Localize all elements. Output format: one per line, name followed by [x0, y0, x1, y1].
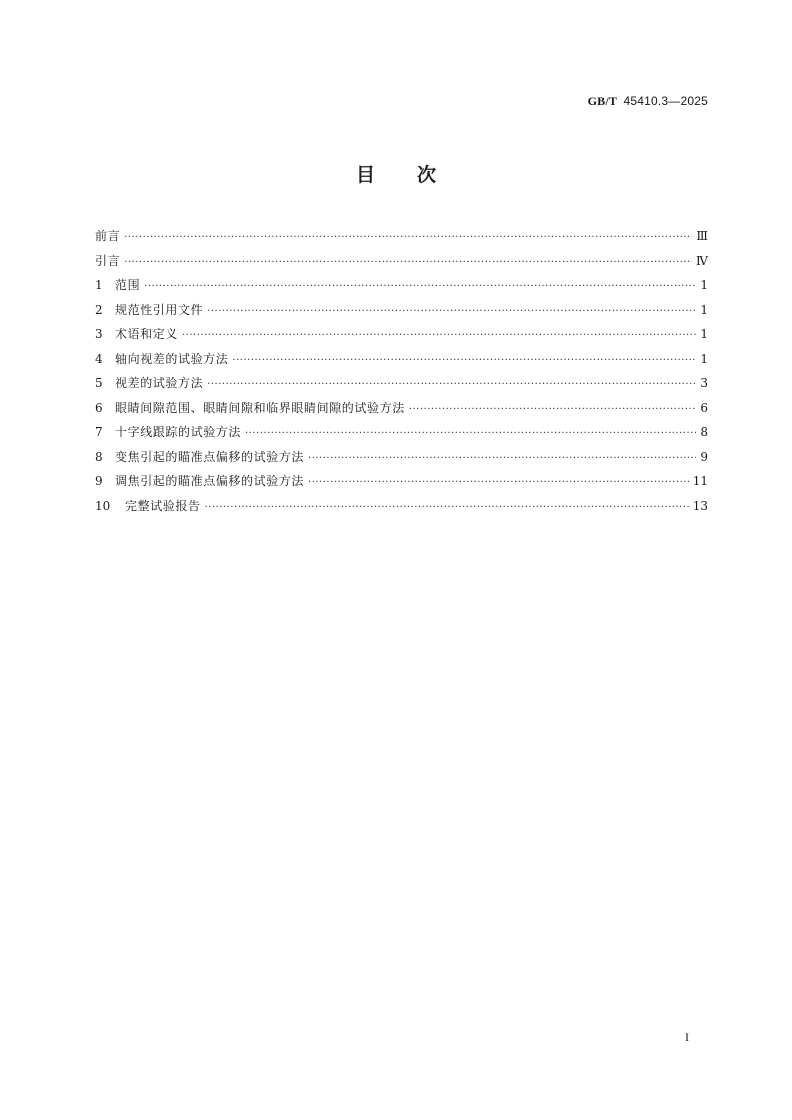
toc-page-number: 11 — [692, 474, 708, 488]
title-char-1: 目 — [355, 164, 375, 186]
toc-leader-dots — [124, 232, 692, 243]
standard-code — [588, 94, 708, 109]
toc-section-number: 1 — [95, 278, 103, 292]
toc-leader-dots — [308, 453, 696, 464]
toc-entry-7[interactable] — [95, 423, 708, 448]
toc-entry-3[interactable] — [95, 325, 708, 350]
toc-entry-foreword[interactable] — [95, 227, 708, 252]
toc-label: 完整试验报告 — [125, 498, 201, 513]
toc-label: 范围 — [115, 278, 141, 292]
toc-leader-dots — [245, 428, 696, 439]
toc-page-number: Ⅲ — [696, 229, 708, 243]
toc-leader-dots — [205, 502, 689, 513]
toc-label: 引言 — [95, 253, 121, 268]
footer-page-number: I — [685, 1030, 689, 1044]
title-char-2: 次 — [417, 164, 437, 186]
toc-section-number: 4 — [95, 351, 103, 366]
toc-label: 调焦引起的瞄准点偏移的试验方法 — [115, 474, 305, 488]
toc-label: 十字线跟踪的试验方法 — [115, 425, 242, 439]
toc-section-number: 7 — [95, 425, 103, 439]
toc-section-number: 5 — [95, 376, 103, 390]
toc-entry-1[interactable] — [95, 276, 708, 301]
toc-label: 前言 — [95, 229, 121, 243]
toc-entry-8[interactable] — [95, 448, 708, 473]
toc-page-number: 1 — [700, 327, 708, 341]
toc-page-number: 3 — [700, 376, 708, 390]
toc-page-number: 9 — [700, 449, 708, 464]
toc-entry-4[interactable] — [95, 350, 708, 375]
toc-section-number: 3 — [95, 327, 103, 341]
toc-page-number: 8 — [700, 425, 708, 439]
toc-label: 视差的试验方法 — [115, 376, 204, 390]
toc-label: 变焦引起的瞄准点偏移的试验方法 — [115, 449, 305, 464]
standard-number: 45410.3—2025 — [623, 94, 708, 108]
toc-leader-dots — [124, 257, 692, 268]
toc-leader-dots — [207, 379, 696, 390]
toc-label: 眼睛间隙范围、眼睛间隙和临界眼睛间隙的试验方法 — [115, 400, 405, 415]
toc-leader-dots — [308, 477, 689, 488]
toc-page-number: Ⅳ — [696, 253, 708, 268]
toc-entry-10[interactable] — [95, 497, 708, 522]
toc-entry-9[interactable] — [95, 472, 708, 497]
toc-page-number: 13 — [692, 498, 708, 513]
standard-prefix: GB/T — [587, 94, 618, 108]
toc-leader-dots — [182, 330, 696, 341]
toc-section-number: 9 — [95, 474, 103, 488]
table-of-contents — [95, 227, 708, 521]
toc-leader-dots — [144, 281, 696, 292]
toc-entry-6[interactable] — [95, 399, 708, 424]
toc-section-number: 10 — [95, 498, 111, 513]
page-title — [0, 160, 792, 187]
toc-page-number: 6 — [700, 400, 708, 415]
toc-entry-5[interactable] — [95, 374, 708, 399]
toc-leader-dots — [409, 404, 697, 415]
toc-leader-dots — [207, 306, 696, 317]
toc-section-number: 2 — [95, 302, 103, 317]
toc-page-number: 1 — [700, 302, 708, 317]
toc-page-number: 1 — [700, 278, 708, 292]
toc-entry-introduction[interactable] — [95, 252, 708, 277]
toc-page-number: 1 — [700, 351, 708, 366]
toc-label: 规范性引用文件 — [115, 302, 204, 317]
toc-entry-2[interactable] — [95, 301, 708, 326]
toc-label: 术语和定义 — [115, 327, 179, 341]
toc-leader-dots — [232, 355, 696, 366]
toc-section-number: 6 — [95, 400, 103, 415]
toc-label: 轴向视差的试验方法 — [115, 351, 229, 366]
toc-section-number: 8 — [95, 449, 103, 464]
